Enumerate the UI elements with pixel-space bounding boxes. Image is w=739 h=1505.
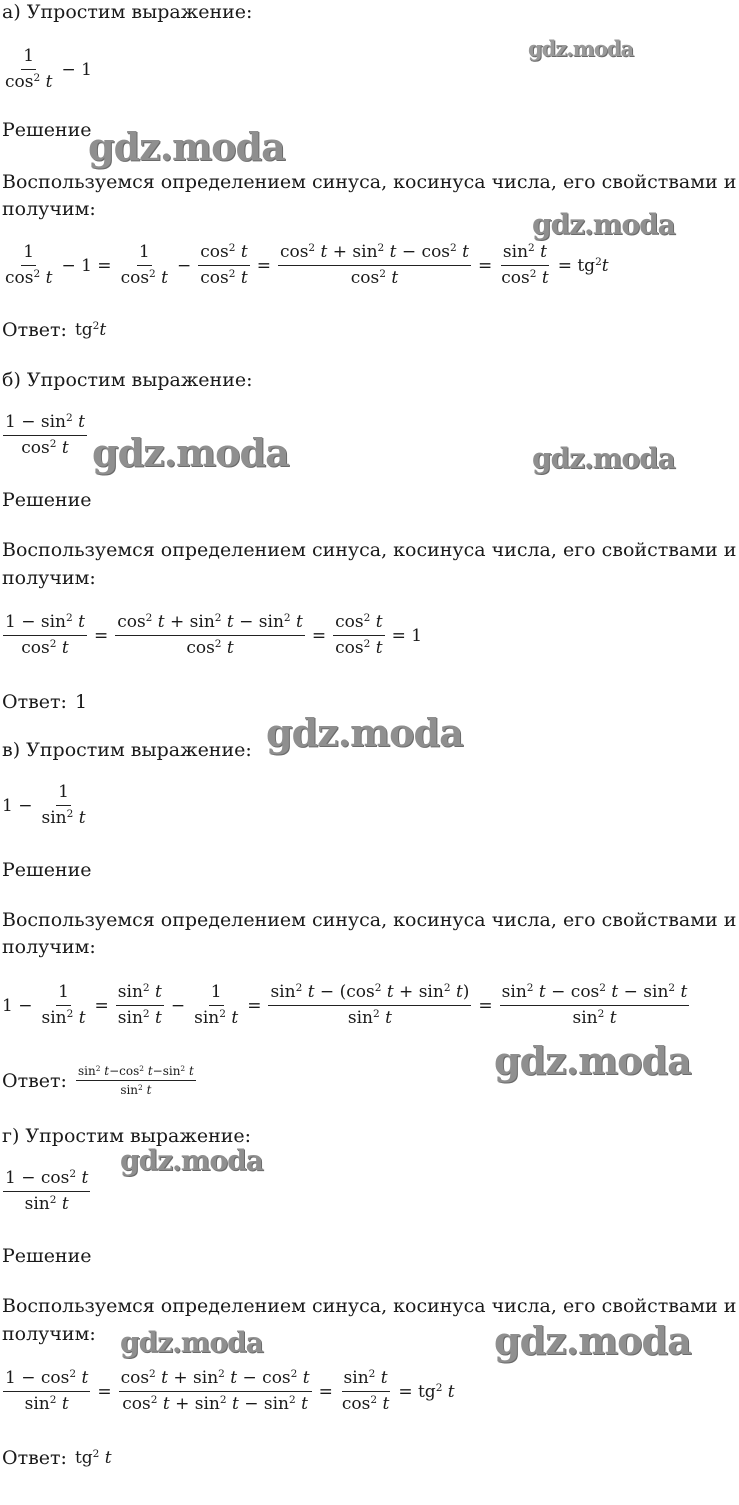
answer-value-v: $\frac{\sin^2 t-\cos^2 t-\sin^2 t}{\sin^2 t}$	[77, 1063, 194, 1097]
watermark: gdz.moda	[532, 208, 675, 241]
heading-v: в) Упростим выражение:	[2, 739, 252, 761]
answer-a	[2, 318, 106, 342]
intro-b-line1: Воспользуемся определением синуса, косинуса числа, его свойствами и	[2, 539, 737, 561]
derivation-v: 1 − $\frac{1}{\sin^2 t}$ = $\frac{\sin^2 t}{\sin^2 t}$ − $\frac{1}{\sin^2 t}$ = $\frac{\sin^2 t - (\cos^2 t + \sin^2 t)}{\sin^2 t}$ = $\frac{\sin^2 t - \cos^2 t - \sin^2 t}{\sin^2 t}$	[2, 982, 688, 1028]
answer-g	[2, 1446, 112, 1470]
derivation-b: $\frac{1 - \sin^2 t}{\cos^2 t}$ = $\frac{\cos^2 t + \sin^2 t - \sin^2 t}{\cos^2 t}$ = $\frac{\cos^2 t}{\cos^2 t}$ = 1	[5, 612, 423, 658]
watermark: gdz.moda	[266, 710, 463, 755]
expression-g: $\frac{1 - \cos^2 t}{\sin^2 t}$	[5, 1168, 89, 1214]
intro-b-line2: получим:	[2, 567, 96, 589]
answer-label-v: Ответ:	[2, 1069, 67, 1092]
heading-g: г) Упростим выражение:	[2, 1125, 252, 1147]
solution-label-g: Решение	[2, 1245, 92, 1267]
intro-v-line1: Воспользуемся определением синуса, косинуса числа, его свойствами и	[2, 909, 737, 931]
watermark: gdz.moda	[494, 1318, 691, 1363]
watermark: gdz.moda	[88, 124, 285, 169]
watermark: gdz.moda	[120, 1144, 263, 1177]
answer-v	[2, 1064, 199, 1097]
intro-g-line2: получим:	[2, 1323, 96, 1345]
solution-label-v: Решение	[2, 859, 92, 881]
watermark: gdz.moda	[532, 442, 675, 475]
intro-a-line1: Воспользуемся определением синуса, косинуса числа, его свойствами и	[2, 171, 737, 193]
intro-v-line2: получим:	[2, 936, 96, 958]
intro-a-line2: получим:	[2, 198, 96, 220]
expression-b: $\frac{1 - \sin^2 t}{\cos^2 t}$	[5, 412, 85, 458]
watermark: gdz.moda	[92, 430, 289, 475]
watermark: gdz.moda	[120, 1326, 263, 1359]
answer-label-a: Ответ:	[2, 319, 67, 341]
solution-label-a: Решение	[2, 119, 92, 141]
expression-a: $\frac{1}{\cos^2 t}$ − 1	[5, 46, 92, 92]
answer-b	[2, 690, 87, 714]
derivation-g: $\frac{1 - \cos^2 t}{\sin^2 t}$ = $\frac{\cos^2 t + \sin^2 t - \cos^2 t}{\cos^2 t + \sin^2 t - \sin^2 t}$ = $\frac{\sin^2 t}{\cos^2 t}$ = $tg^2$ t	[5, 1368, 455, 1414]
watermark: gdz.moda	[494, 1038, 691, 1083]
answer-value-b: 1	[74, 691, 88, 713]
answer-value-a: $tg^2t$	[74, 320, 107, 340]
derivation-a: $\frac{1}{\cos^2 t}$ − 1 = $\frac{1}{\cos^2 t}$ − $\frac{\cos^2 t}{\cos^2 t}$ = $\frac{\cos^2 t + \sin^2 t - \cos^2 t}{\cos^2 t}$ = $\frac{\sin^2 t}{\cos^2 t}$ = $tg^2t$	[5, 242, 609, 288]
heading-a: а) Упростим выражение:	[2, 1, 253, 23]
heading-b: б) Упростим выражение:	[2, 369, 253, 391]
answer-label-g: Ответ:	[2, 1447, 67, 1469]
answer-value-g: $tg^2$ t	[74, 1448, 112, 1468]
intro-g-line1: Воспользуемся определением синуса, косинуса числа, его свойствами и	[2, 1295, 737, 1317]
expression-v: 1 − $\frac{1}{\sin^2 t}$	[2, 782, 86, 828]
watermark: gdz.moda	[528, 36, 634, 61]
solution-label-b: Решение	[2, 489, 92, 511]
answer-label-b: Ответ:	[2, 691, 67, 713]
